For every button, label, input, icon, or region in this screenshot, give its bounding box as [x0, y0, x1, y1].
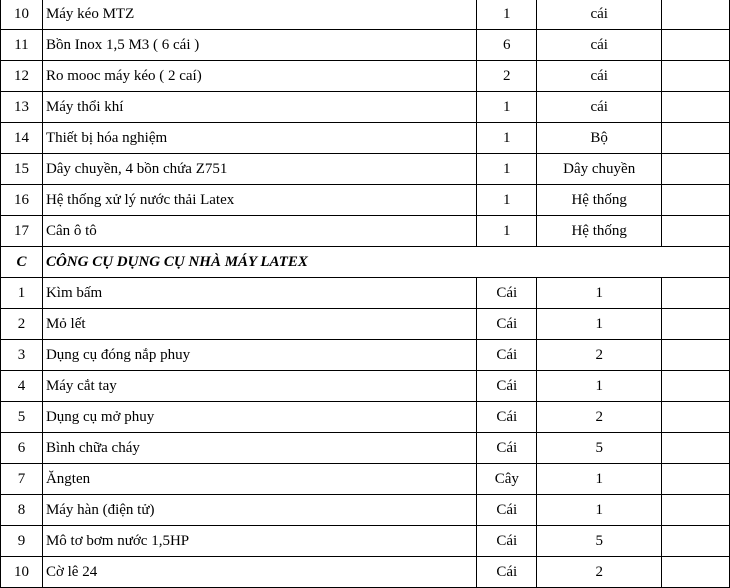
item-quantity: 1: [537, 495, 662, 526]
row-number: 10: [1, 0, 43, 30]
row-number: 4: [1, 371, 43, 402]
item-unit: Hệ thống: [537, 216, 662, 247]
item-name: Dụng cụ mở phuy: [42, 402, 476, 433]
empty-cell: [662, 464, 730, 495]
table-row: [1, 216, 730, 247]
table-row: [1, 371, 730, 402]
item-name: Dụng cụ đóng nắp phuy: [42, 340, 476, 371]
item-unit: cái: [537, 92, 662, 123]
item-name: Bồn Inox 1,5 M3 ( 6 cái ): [42, 30, 476, 61]
item-unit: Cái: [477, 309, 537, 340]
section-number: C: [1, 247, 43, 278]
item-quantity: 1: [537, 464, 662, 495]
table-row: [1, 464, 730, 495]
row-number: 5: [1, 402, 43, 433]
row-number: 3: [1, 340, 43, 371]
table-row: [1, 185, 730, 216]
table-row: [1, 92, 730, 123]
table-row: [1, 309, 730, 340]
section-header-row: [1, 247, 730, 278]
item-name: Dây chuyền, 4 bồn chứa Z751: [42, 154, 476, 185]
empty-cell: [662, 402, 730, 433]
empty-cell: [662, 216, 730, 247]
item-name: Mô tơ bơm nước 1,5HP: [42, 526, 476, 557]
row-number: 6: [1, 433, 43, 464]
row-number: 7: [1, 464, 43, 495]
item-name: Cờ lê 24: [42, 557, 476, 588]
empty-cell: [662, 495, 730, 526]
table-row: [1, 433, 730, 464]
item-unit: Cái: [477, 433, 537, 464]
empty-cell: [662, 30, 730, 61]
item-quantity: 2: [537, 340, 662, 371]
table-row: [1, 402, 730, 433]
table-row: [1, 154, 730, 185]
item-name: Bình chữa cháy: [42, 433, 476, 464]
item-name: Mỏ lết: [42, 309, 476, 340]
row-number: 9: [1, 526, 43, 557]
empty-cell: [662, 123, 730, 154]
row-number: 14: [1, 123, 43, 154]
row-number: 8: [1, 495, 43, 526]
empty-cell: [662, 185, 730, 216]
empty-cell: [662, 309, 730, 340]
item-quantity: 5: [537, 433, 662, 464]
item-quantity: 5: [537, 526, 662, 557]
item-quantity: 1: [477, 216, 537, 247]
empty-cell: [662, 557, 730, 588]
item-quantity: 1: [477, 185, 537, 216]
item-name: Ăngten: [42, 464, 476, 495]
item-name: Thiết bị hóa nghiệm: [42, 123, 476, 154]
item-unit: Cái: [477, 526, 537, 557]
item-quantity: 1: [477, 154, 537, 185]
row-number: 15: [1, 154, 43, 185]
empty-cell: [662, 154, 730, 185]
item-name: Kìm bấm: [42, 278, 476, 309]
row-number: 12: [1, 61, 43, 92]
empty-cell: [662, 371, 730, 402]
section-title: CÔNG CỤ DỤNG CỤ NHÀ MÁY LATEX: [42, 247, 729, 278]
item-name: Máy thổi khí: [42, 92, 476, 123]
item-unit: Dây chuyền: [537, 154, 662, 185]
item-name: Cân ô tô: [42, 216, 476, 247]
item-unit: cái: [537, 0, 662, 30]
empty-cell: [662, 0, 730, 30]
table-row: [1, 495, 730, 526]
item-unit: Cái: [477, 278, 537, 309]
empty-cell: [662, 526, 730, 557]
item-quantity: 1: [477, 123, 537, 154]
item-quantity: 1: [537, 278, 662, 309]
item-quantity: 2: [477, 61, 537, 92]
item-quantity: 1: [537, 371, 662, 402]
table-row: [1, 278, 730, 309]
item-unit: Hệ thống: [537, 185, 662, 216]
item-name: Máy cắt tay: [42, 371, 476, 402]
table-row: [1, 526, 730, 557]
item-quantity: 2: [537, 402, 662, 433]
item-quantity: 1: [537, 309, 662, 340]
row-number: 10: [1, 557, 43, 588]
item-unit: Cái: [477, 340, 537, 371]
row-number: 11: [1, 30, 43, 61]
empty-cell: [662, 92, 730, 123]
item-quantity: 1: [477, 92, 537, 123]
item-name: Máy hàn (điện tử): [42, 495, 476, 526]
item-quantity: 2: [537, 557, 662, 588]
item-unit: Cái: [477, 371, 537, 402]
item-unit: cái: [537, 61, 662, 92]
row-number: 17: [1, 216, 43, 247]
table-row: [1, 123, 730, 154]
item-unit: Bộ: [537, 123, 662, 154]
table-row: [1, 340, 730, 371]
item-name: Hệ thống xử lý nước thải Latex: [42, 185, 476, 216]
table-row: [1, 557, 730, 588]
item-unit: cái: [537, 30, 662, 61]
row-number: 2: [1, 309, 43, 340]
item-name: Ro mooc máy kéo ( 2 caí): [42, 61, 476, 92]
item-unit: Cái: [477, 557, 537, 588]
item-unit: Cây: [477, 464, 537, 495]
item-unit: Cái: [477, 495, 537, 526]
empty-cell: [662, 340, 730, 371]
empty-cell: [662, 278, 730, 309]
row-number: 1: [1, 278, 43, 309]
empty-cell: [662, 433, 730, 464]
item-name: Máy kéo MTZ: [42, 0, 476, 30]
item-quantity: 6: [477, 30, 537, 61]
table-row: [1, 30, 730, 61]
empty-cell: [662, 61, 730, 92]
item-unit: Cái: [477, 402, 537, 433]
item-quantity: 1: [477, 0, 537, 30]
table-row: [1, 61, 730, 92]
row-number: 16: [1, 185, 43, 216]
row-number: 13: [1, 92, 43, 123]
table-row: [1, 0, 730, 30]
